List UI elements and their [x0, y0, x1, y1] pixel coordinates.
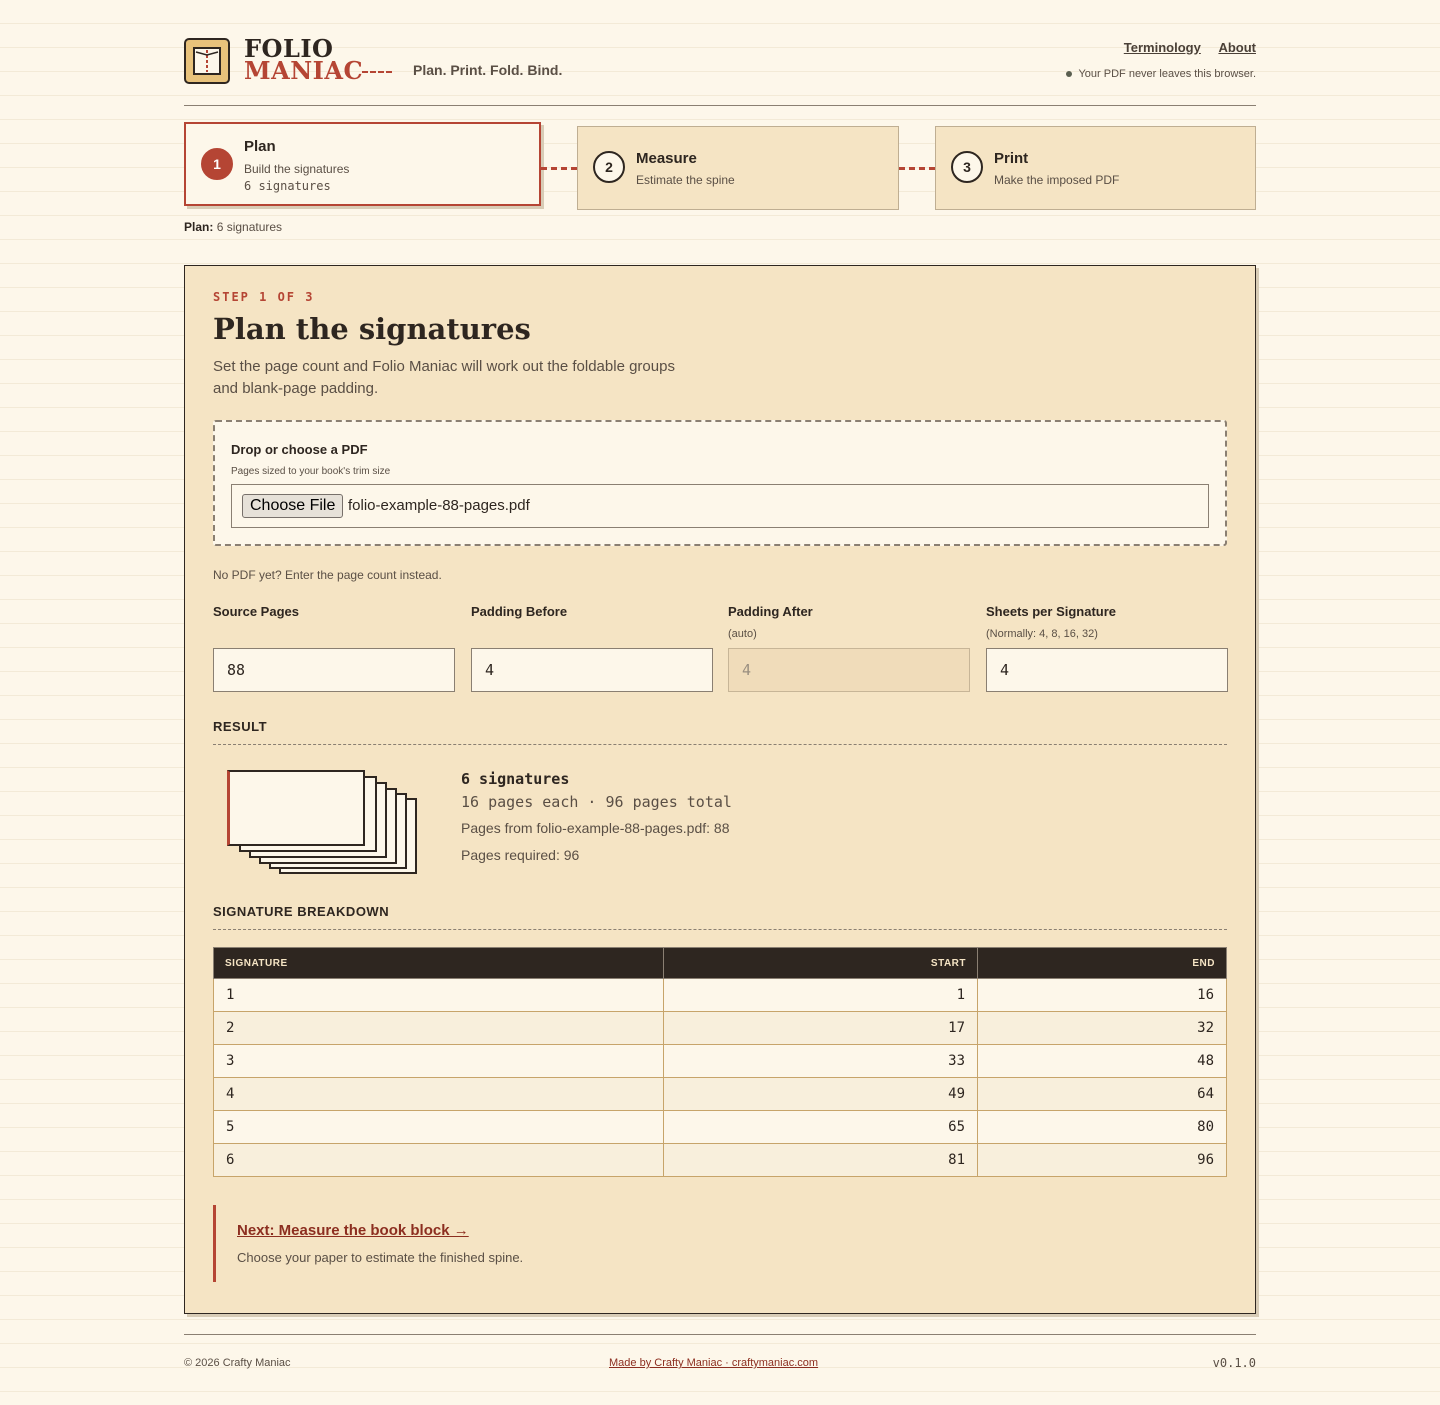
step-title: Print [994, 150, 1029, 167]
step-subtitle: Build the signatures [244, 162, 350, 176]
step-number: 1 [201, 148, 233, 180]
step-eyebrow: STEP 1 OF 3 [213, 290, 315, 304]
field-sublabel: (Normally: 4, 8, 16, 32) [986, 628, 1098, 640]
plan-summary-value: 6 signatures [216, 220, 283, 234]
cell-start: 33 [664, 1045, 978, 1078]
site-footer [184, 1334, 1256, 1370]
column-header-signature: SIGNATURE [214, 948, 664, 979]
cell-signature: 3 [214, 1045, 664, 1078]
step-number: 3 [951, 151, 983, 183]
padding-before-field [471, 604, 713, 679]
top-nav [1110, 40, 1256, 55]
column-header-start: START [664, 948, 978, 979]
stack-sheet-front [227, 770, 365, 846]
file-input[interactable] [231, 484, 1209, 528]
cell-start: 81 [664, 1144, 978, 1177]
field-label: Padding After [728, 604, 813, 619]
footer-copyright: © 2026 Crafty Maniac [184, 1357, 291, 1369]
nav-terminology-link[interactable]: Terminology [1123, 40, 1201, 55]
field-label: Sheets per Signature [986, 604, 1117, 619]
step-plan[interactable] [184, 122, 541, 206]
site-header [184, 34, 1256, 106]
footer-made-by-link[interactable]: Made by Crafty Maniac · craftymaniac.com [609, 1357, 819, 1369]
padding-before-input[interactable]: 4 [471, 648, 713, 692]
cell-start: 65 [664, 1111, 978, 1144]
table-row [214, 979, 1227, 1012]
cell-end: 32 [978, 1012, 1227, 1045]
cell-end: 16 [978, 979, 1227, 1012]
result-summary [461, 770, 732, 863]
cell-signature: 1 [214, 979, 664, 1012]
cell-signature: 6 [214, 1144, 664, 1177]
result-pages-detail: 16 pages each · 96 pages total [461, 793, 732, 811]
table-row [214, 1111, 1227, 1144]
book-logo-icon[interactable] [184, 38, 230, 84]
privacy-note [1066, 68, 1256, 80]
field-sublabel: (auto) [728, 628, 757, 640]
page-lead: Set the page count and Folio Maniac will work out the foldable groups and blank-page padding. [213, 358, 675, 397]
cell-signature: 4 [214, 1078, 664, 1111]
brand-line1: FOLIO [244, 34, 334, 63]
padding-after-field [728, 604, 970, 679]
result-required-pages: Pages required: 96 [461, 847, 580, 863]
field-label: Source Pages [213, 604, 299, 619]
signature-breakdown-table [213, 947, 1227, 1177]
step-connector [899, 167, 935, 170]
sheets-per-signature-field [986, 604, 1228, 679]
cell-end: 96 [978, 1144, 1227, 1177]
cell-start: 17 [664, 1012, 978, 1045]
status-dot-icon [1066, 71, 1072, 77]
next-step-description: Choose your paper to estimate the finished spine. [237, 1250, 524, 1265]
step-title: Measure [636, 150, 697, 167]
dropzone-hint: Pages sized to your book's trim size [231, 466, 391, 477]
nav-about-link[interactable]: About [1218, 40, 1256, 55]
app-version: v0.1.0 [1212, 1356, 1256, 1370]
no-pdf-hint: No PDF yet? Enter the page count instead. [213, 568, 442, 582]
source-pages-field [213, 604, 455, 679]
padding-after-input: 4 [728, 648, 970, 692]
sheets-per-signature-input[interactable]: 4 [986, 648, 1228, 692]
step-connector [541, 167, 577, 170]
table-header-row [214, 948, 1227, 979]
cell-start: 1 [664, 979, 978, 1012]
cell-end: 64 [978, 1078, 1227, 1111]
table-row [214, 1144, 1227, 1177]
brand-dash-divider [362, 71, 392, 73]
next-step-callout [213, 1205, 1227, 1282]
source-pages-input[interactable]: 88 [213, 648, 455, 692]
table-row [214, 1078, 1227, 1111]
brand-wordmark[interactable] [244, 34, 364, 85]
privacy-text: Your PDF never leaves this browser. [1078, 68, 1256, 80]
brand-line2: MANIAC [244, 56, 364, 85]
field-label: Padding Before [471, 604, 568, 619]
pdf-dropzone[interactable] [213, 420, 1227, 546]
plan-summary-label: Plan: [184, 220, 214, 234]
next-measure-link[interactable]: Next: Measure the book block → [237, 1222, 469, 1239]
plan-card [184, 265, 1256, 1314]
plan-summary [184, 220, 282, 234]
result-heading: RESULT [213, 719, 1227, 745]
page-title: Plan the signatures [213, 312, 531, 346]
step-subtitle: Estimate the spine [636, 173, 735, 187]
column-header-end: END [978, 948, 1227, 979]
step-number: 2 [593, 151, 625, 183]
dropzone-label: Drop or choose a PDF [231, 442, 368, 457]
tagline: Plan. Print. Fold. Bind. [413, 62, 563, 78]
cell-end: 48 [978, 1045, 1227, 1078]
table-row [214, 1012, 1227, 1045]
cell-start: 49 [664, 1078, 978, 1111]
cell-signature: 5 [214, 1111, 664, 1144]
step-title: Plan [244, 138, 276, 155]
breakdown-heading: SIGNATURE BREAKDOWN [213, 904, 1227, 930]
step-detail: 6 signatures [244, 179, 331, 193]
choose-file-button[interactable]: Choose File [242, 494, 343, 518]
selected-filename: folio-example-88-pages.pdf [348, 497, 530, 514]
cell-end: 80 [978, 1111, 1227, 1144]
table-row [214, 1045, 1227, 1078]
step-print[interactable] [935, 126, 1256, 210]
step-measure[interactable] [577, 126, 899, 210]
signature-stack-icon [227, 770, 437, 880]
result-signature-count: 6 signatures [461, 770, 570, 788]
step-subtitle: Make the imposed PDF [994, 173, 1120, 187]
result-source-pages: Pages from folio-example-88-pages.pdf: 88 [461, 820, 730, 836]
cell-signature: 2 [214, 1012, 664, 1045]
